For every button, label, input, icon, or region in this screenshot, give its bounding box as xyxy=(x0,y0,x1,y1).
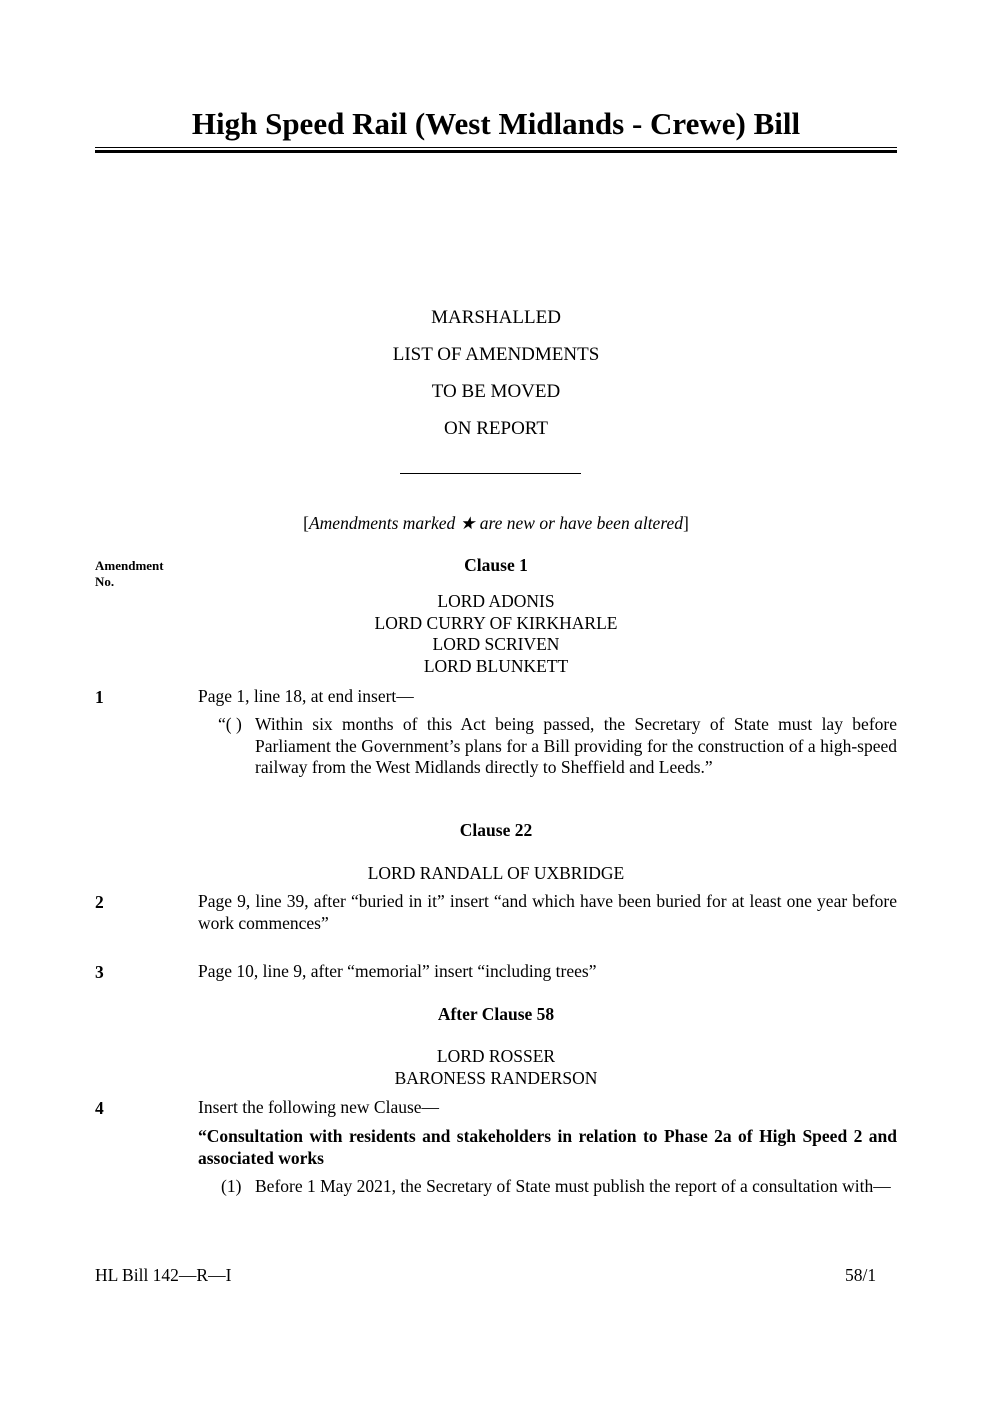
heading-line: ON REPORT xyxy=(444,418,548,439)
footer-page-ref: 58/1 xyxy=(845,1265,877,1285)
sponsor-names xyxy=(95,1046,897,1089)
amendment-text: Insert the following new Clause— xyxy=(198,1097,440,1117)
amendment-number: 2 xyxy=(95,892,104,912)
clause-heading: After Clause 58 xyxy=(437,1004,555,1024)
sponsor: LORD CURRY OF KIRKHARLE xyxy=(374,612,618,633)
bracket: [ xyxy=(303,513,309,533)
amendment-number: 1 xyxy=(95,687,104,707)
sponsor-names xyxy=(95,591,897,677)
footer-bill-number: HL Bill 142—R—I xyxy=(95,1265,232,1285)
heading-line: TO BE MOVED xyxy=(431,381,561,402)
quote-mark: “( ) xyxy=(218,714,242,734)
new-clause-title: “Consultation with residents and stakeholders in relation to Phase 2a of High Speed 2 and associated works xyxy=(198,1126,897,1168)
inserted-text xyxy=(218,714,897,779)
sponsor: LORD ROSSER xyxy=(436,1046,556,1066)
sponsor: BARONESS RANDERSON xyxy=(394,1067,598,1088)
heading-line: MARSHALLED xyxy=(431,307,561,328)
amendment-text: Page 9, line 39, after “buried in it” insert “and which have been buried for at least one year before work commences” xyxy=(198,891,897,933)
amendment-number: 3 xyxy=(95,962,104,982)
sponsor: LORD ADONIS xyxy=(437,591,555,611)
column-header-line: Amendment xyxy=(95,558,164,573)
sponsor: LORD SCRIVEN xyxy=(432,634,560,654)
amendment-text: Page 10, line 9, after “memorial” insert “including trees” xyxy=(198,961,597,981)
amendments-note xyxy=(95,513,897,534)
note-text: Amendments marked ★ are new or have been altered xyxy=(308,513,683,533)
bracket: ] xyxy=(683,513,689,533)
quote-body: Within six months of this Act being passed, the Secretary of State must lay before Parliament the Government’s plans for a Bill providing for the construction of a high-speed railway from the West Midlands directly to Sheffield and Leeds.” xyxy=(255,714,897,777)
sponsor: LORD BLUNKETT xyxy=(423,655,569,676)
column-header-line: No. xyxy=(95,574,115,589)
sponsor: LORD RANDALL OF UXBRIDGE xyxy=(367,863,625,883)
divider xyxy=(400,473,581,474)
document-heading xyxy=(95,299,897,447)
clause-heading: Clause 22 xyxy=(459,820,533,840)
title-rule-thin xyxy=(95,147,897,148)
bill-title: High Speed Rail (West Midlands - Crewe) Bill xyxy=(191,106,801,141)
amendment-text: Page 1, line 18, at end insert— xyxy=(198,686,414,706)
subsection-number: (1) xyxy=(221,1176,242,1196)
title-rule-thick xyxy=(95,150,897,153)
subsection xyxy=(218,1176,897,1198)
amendment-number: 4 xyxy=(95,1098,104,1118)
subsection-text: Before 1 May 2021, the Secretary of State must publish the report of a consultation with— xyxy=(255,1176,891,1196)
heading-line: LIST OF AMENDMENTS xyxy=(392,344,600,365)
clause-heading: Clause 1 xyxy=(464,555,528,575)
sponsor-names xyxy=(95,863,897,885)
